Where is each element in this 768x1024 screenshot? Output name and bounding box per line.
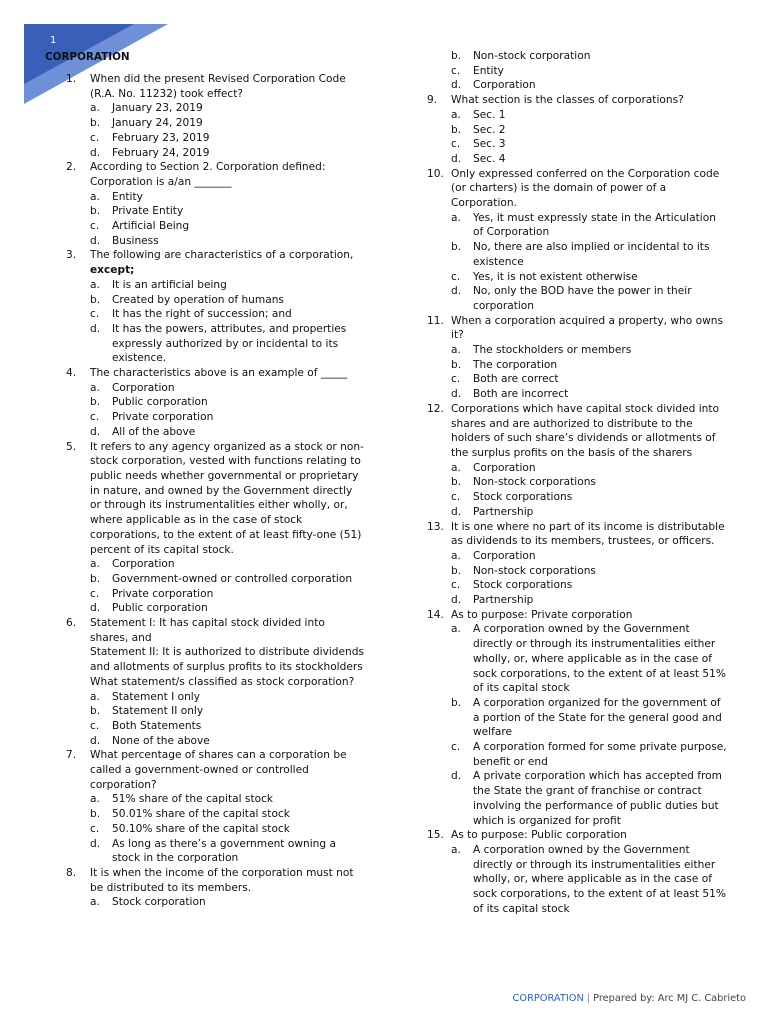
option-text: It has the right of succession; and bbox=[112, 308, 292, 321]
option-text: Artificial Being bbox=[112, 220, 190, 233]
option-letter: c. bbox=[451, 373, 461, 386]
option-letter: a. bbox=[451, 211, 461, 224]
option-text: January 24, 2019 bbox=[112, 117, 203, 130]
option-letter: b. bbox=[451, 476, 462, 489]
question-item bbox=[66, 160, 366, 189]
option-text: None of the above bbox=[112, 734, 210, 747]
option-text: February 23, 2019 bbox=[112, 131, 210, 144]
question-text bbox=[451, 608, 727, 623]
option-letter: d. bbox=[90, 146, 101, 159]
option-text: 50.01% share of the capital stock bbox=[112, 808, 290, 821]
answer-option bbox=[451, 137, 727, 152]
answer-option bbox=[90, 116, 366, 131]
answer-option bbox=[90, 381, 366, 396]
option-text: Private Entity bbox=[112, 205, 184, 218]
option-text: Public corporation bbox=[112, 396, 208, 409]
page-footer bbox=[513, 992, 746, 1007]
question-number: 4. bbox=[66, 367, 77, 380]
option-text: Sec. 3 bbox=[473, 138, 506, 151]
question-text bbox=[451, 93, 727, 108]
question-text bbox=[451, 167, 727, 211]
option-letter: c. bbox=[451, 491, 461, 504]
answer-option bbox=[451, 740, 727, 769]
option-text: Corporation bbox=[112, 558, 175, 571]
option-text: Sec. 1 bbox=[473, 108, 506, 121]
answer-option bbox=[451, 769, 727, 828]
answer-option bbox=[451, 211, 727, 240]
answer-option bbox=[90, 601, 366, 616]
option-text: The corporation bbox=[473, 358, 558, 371]
question-text-body: Statement I: It has capital stock divided into shares, and bbox=[90, 617, 325, 644]
option-text: A corporation owned by the Government directly or through its instrumentalities either wholly, or, where applicable as in the case of sock corporations, to the extent of at least 51% of its capital stock bbox=[473, 623, 726, 695]
option-letter: c. bbox=[90, 411, 100, 424]
question-emphasis: except; bbox=[90, 264, 135, 277]
answer-option bbox=[451, 593, 727, 608]
question-text: Statement II: It is authorized to distribute dividends and allotments of surplus profits to its stockholders bbox=[90, 646, 364, 674]
option-letter: c. bbox=[451, 270, 461, 283]
option-text: It is an artificial being bbox=[112, 278, 227, 291]
answer-option bbox=[90, 204, 366, 219]
answer-option bbox=[90, 190, 366, 205]
option-text: A private corporation which has accepted from the State the grant of franchise or contract involving the performance of public duties but which is organized for profit bbox=[473, 770, 722, 827]
option-letter: d. bbox=[451, 285, 462, 298]
answer-option bbox=[451, 461, 727, 476]
option-letter: b. bbox=[451, 696, 462, 709]
answer-option bbox=[451, 123, 727, 138]
option-text: Government-owned or controlled corporation bbox=[112, 572, 353, 585]
option-text: Sec. 2 bbox=[473, 123, 506, 136]
option-letter: a. bbox=[90, 896, 100, 909]
question-text-body: According to Section 2. Corporation defined: Corporation is a/an _______ bbox=[90, 161, 326, 188]
question-number: 5. bbox=[66, 440, 77, 453]
question-text-body: As to purpose: Private corporation bbox=[451, 608, 633, 621]
option-letter: a. bbox=[451, 344, 461, 357]
answer-option bbox=[90, 807, 366, 822]
answer-option bbox=[451, 578, 727, 593]
option-letter: d. bbox=[451, 152, 462, 165]
option-letter: a. bbox=[90, 381, 100, 394]
option-letter: b. bbox=[90, 705, 101, 718]
answer-option bbox=[451, 270, 727, 285]
question-number-spacer bbox=[66, 675, 90, 690]
question-text-body: It is one where no part of its income is distributable as dividends to its members, trustees, or officers. bbox=[451, 520, 725, 548]
question-text bbox=[90, 440, 366, 558]
answer-option bbox=[90, 557, 366, 572]
question-number: 9. bbox=[427, 94, 438, 107]
option-letter: c. bbox=[90, 131, 100, 144]
option-letter: a. bbox=[451, 549, 461, 562]
option-letter: a. bbox=[90, 558, 100, 571]
right-column bbox=[427, 49, 727, 916]
option-text: Entity bbox=[473, 64, 504, 77]
option-text: Stock corporation bbox=[112, 896, 206, 909]
question-item bbox=[427, 828, 727, 843]
answer-option bbox=[451, 240, 727, 269]
option-letter: c. bbox=[90, 220, 100, 233]
option-text: Yes, it must expressly state in the Articulation of Corporation bbox=[473, 211, 716, 239]
option-text: Private corporation bbox=[112, 411, 214, 424]
option-letter: c. bbox=[451, 138, 461, 151]
question-text-body: When did the present Revised Corporation Code (R.A. No. 11232) took effect? bbox=[90, 73, 346, 100]
option-text: As long as there’s a government owning a stock in the corporation bbox=[112, 837, 336, 865]
option-text: A corporation owned by the Government directly or through its instrumentalities either wholly, or, where applicable as in the case of sock corporations, to the extent of at least 51% of its capital stock bbox=[473, 843, 726, 915]
question-text: What statement/s classified as stock corporation? bbox=[90, 675, 355, 688]
answer-option bbox=[451, 843, 727, 917]
question-item bbox=[66, 748, 366, 792]
question-text bbox=[90, 866, 366, 895]
option-text: January 23, 2019 bbox=[112, 102, 203, 115]
question-number-spacer bbox=[66, 645, 90, 674]
question-number: 7. bbox=[66, 749, 77, 762]
question-text bbox=[90, 366, 366, 381]
option-letter: d. bbox=[451, 79, 462, 92]
option-letter: c. bbox=[90, 308, 100, 321]
option-letter: b. bbox=[451, 564, 462, 577]
question-item bbox=[427, 314, 727, 343]
option-text: Corporation bbox=[473, 549, 536, 562]
question-number: 10. bbox=[427, 167, 444, 180]
question-item bbox=[427, 167, 727, 211]
option-letter: b. bbox=[90, 572, 101, 585]
answer-option bbox=[90, 690, 366, 705]
option-text: Statement II only bbox=[112, 705, 204, 718]
option-letter: c. bbox=[90, 822, 100, 835]
question-text bbox=[90, 160, 366, 189]
answer-option bbox=[451, 49, 727, 64]
question-item bbox=[66, 248, 366, 277]
option-letter: a. bbox=[451, 843, 461, 856]
left-column bbox=[66, 72, 366, 910]
answer-option bbox=[90, 101, 366, 116]
answer-option bbox=[90, 322, 366, 366]
footer-separator: | bbox=[586, 993, 591, 1004]
option-text: Private corporation bbox=[112, 587, 214, 600]
question-text-body: It is when the income of the corporation must not be distributed to its members. bbox=[90, 866, 354, 894]
question-item bbox=[66, 866, 366, 895]
question-item bbox=[427, 608, 727, 623]
option-letter: c. bbox=[90, 719, 100, 732]
option-text: Partnership bbox=[473, 505, 534, 518]
option-text: A corporation formed for some private purpose, benefit or end bbox=[473, 741, 727, 768]
question-text bbox=[451, 828, 727, 843]
question-text bbox=[451, 402, 727, 461]
option-letter: d. bbox=[451, 770, 462, 783]
question-text bbox=[90, 248, 366, 277]
option-letter: d. bbox=[90, 425, 101, 438]
answer-option bbox=[90, 822, 366, 837]
option-text: Both are correct bbox=[473, 373, 559, 386]
answer-option bbox=[90, 395, 366, 410]
question-item bbox=[66, 440, 366, 558]
answer-option bbox=[90, 293, 366, 308]
option-text: Created by operation of humans bbox=[112, 293, 284, 306]
footer-credit: Prepared by: Arc MJ C. Cabrieto bbox=[593, 993, 746, 1004]
option-text: Partnership bbox=[473, 594, 534, 607]
answer-option bbox=[451, 475, 727, 490]
option-letter: d. bbox=[90, 322, 101, 335]
option-letter: a. bbox=[451, 461, 461, 474]
question-item bbox=[66, 72, 366, 101]
question-number: 2. bbox=[66, 161, 77, 174]
answer-option bbox=[90, 719, 366, 734]
option-letter: b. bbox=[90, 396, 101, 409]
answer-option bbox=[90, 734, 366, 749]
answer-option bbox=[451, 358, 727, 373]
option-text: Yes, it is not existent otherwise bbox=[473, 270, 638, 283]
answer-option bbox=[451, 696, 727, 740]
question-text bbox=[90, 748, 366, 792]
question-text bbox=[90, 616, 366, 645]
option-letter: c. bbox=[451, 579, 461, 592]
answer-option bbox=[90, 587, 366, 602]
answer-option bbox=[451, 152, 727, 167]
option-text: Both are incorrect bbox=[473, 388, 569, 401]
answer-option bbox=[451, 343, 727, 358]
option-letter: c. bbox=[451, 64, 461, 77]
answer-option bbox=[90, 278, 366, 293]
answer-option bbox=[451, 108, 727, 123]
question-item bbox=[66, 616, 366, 645]
answer-option bbox=[90, 837, 366, 866]
option-text: Corporation bbox=[473, 79, 536, 92]
question-text bbox=[451, 314, 727, 343]
page-number: 1 bbox=[50, 35, 57, 46]
option-text: Public corporation bbox=[112, 602, 208, 615]
option-text: No, only the BOD have the power in their corporation bbox=[473, 285, 692, 312]
option-text: Non-stock corporations bbox=[473, 564, 596, 577]
question-text bbox=[90, 72, 366, 101]
option-letter: b. bbox=[451, 358, 462, 371]
question-text-body: As to purpose: Public corporation bbox=[451, 829, 627, 842]
question-text-body: When a corporation acquired a property, who owns it? bbox=[451, 314, 724, 342]
answer-option bbox=[90, 792, 366, 807]
answer-option bbox=[451, 64, 727, 79]
answer-option bbox=[451, 490, 727, 505]
answer-option bbox=[90, 895, 366, 910]
option-letter: d. bbox=[90, 837, 101, 850]
question-number: 3. bbox=[66, 249, 77, 262]
option-text: Business bbox=[112, 234, 159, 247]
option-letter: a. bbox=[451, 108, 461, 121]
answer-option bbox=[451, 564, 727, 579]
answer-option bbox=[451, 505, 727, 520]
answer-option bbox=[90, 219, 366, 234]
answer-option bbox=[90, 146, 366, 161]
question-number: 13. bbox=[427, 520, 444, 533]
option-text: Stock corporations bbox=[473, 491, 573, 504]
answer-option bbox=[451, 78, 727, 93]
option-letter: a. bbox=[90, 793, 100, 806]
question-number: 6. bbox=[66, 617, 77, 630]
option-letter: d. bbox=[90, 602, 101, 615]
option-text: Stock corporations bbox=[473, 579, 573, 592]
question-number: 14. bbox=[427, 608, 444, 621]
question-text-body: Corporations which have capital stock divided into shares and are authorized to distribute to the holders of such share’s dividends or allotments of the surplus profits on the basis of the sharers bbox=[451, 402, 719, 459]
answer-option bbox=[90, 307, 366, 322]
option-letter: c. bbox=[90, 587, 100, 600]
answer-option bbox=[451, 372, 727, 387]
question-number: 11. bbox=[427, 314, 444, 327]
option-letter: a. bbox=[90, 190, 100, 203]
option-letter: b. bbox=[90, 205, 101, 218]
question-number: 12. bbox=[427, 402, 444, 415]
option-text: Corporation bbox=[473, 461, 536, 474]
answer-option bbox=[90, 704, 366, 719]
option-letter: d. bbox=[451, 594, 462, 607]
option-letter: d. bbox=[90, 234, 101, 247]
option-letter: c. bbox=[451, 741, 461, 754]
question-text-body: The characteristics above is an example of _____ bbox=[90, 367, 348, 380]
option-text: Both Statements bbox=[112, 719, 202, 732]
option-letter: b. bbox=[90, 293, 101, 306]
answer-option bbox=[451, 549, 727, 564]
question-text-body: Only expressed conferred on the Corporation code (or charters) is the domain of power of a Corporation. bbox=[451, 167, 720, 210]
answer-option bbox=[90, 234, 366, 249]
option-text: No, there are also implied or incidental to its existence bbox=[473, 241, 710, 268]
option-text: A corporation organized for the government of a portion of the State for the general good and welfare bbox=[473, 696, 722, 739]
answer-option bbox=[90, 410, 366, 425]
question-number: 8. bbox=[66, 866, 77, 879]
question-item bbox=[427, 93, 727, 108]
option-text: It has the powers, attributes, and properties expressly authorized by or incidental to its existence. bbox=[112, 322, 347, 365]
question-item bbox=[427, 520, 727, 549]
option-letter: b. bbox=[90, 808, 101, 821]
option-text: Statement I only bbox=[112, 690, 201, 703]
question-continuation bbox=[66, 645, 366, 674]
footer-label: CORPORATION bbox=[512, 993, 584, 1004]
option-text: 51% share of the capital stock bbox=[112, 793, 274, 806]
option-letter: d. bbox=[451, 388, 462, 401]
option-letter: d. bbox=[451, 505, 462, 518]
answer-option bbox=[451, 622, 727, 696]
option-letter: a. bbox=[90, 690, 100, 703]
option-text: Non-stock corporations bbox=[473, 476, 596, 489]
question-item bbox=[427, 402, 727, 461]
option-letter: a. bbox=[451, 623, 461, 636]
answer-option bbox=[451, 284, 727, 313]
question-text-body: It refers to any agency organized as a stock or non-stock corporation, vested with functions relating to public needs whether governmental or proprietary in nature, and owned by the Government directly or through its instrumentalities either wholly, or, where applicable as in the case of stock corporations, to the extent of at least fifty-one (51) percent of its capital stock. bbox=[90, 440, 364, 556]
answer-option bbox=[90, 131, 366, 146]
question-text-body: What percentage of shares can a corporation be called a government-owned or controlled corporation? bbox=[90, 749, 347, 791]
option-text: Non-stock corporation bbox=[473, 50, 591, 62]
option-text: The stockholders or members bbox=[473, 344, 632, 357]
question-item bbox=[66, 366, 366, 381]
option-text: Corporation bbox=[112, 381, 175, 394]
option-letter: a. bbox=[90, 102, 100, 115]
option-letter: b. bbox=[451, 241, 462, 254]
option-letter: b. bbox=[90, 117, 101, 130]
option-text: All of the above bbox=[112, 425, 196, 438]
answer-option bbox=[90, 425, 366, 440]
question-number: 1. bbox=[66, 73, 77, 85]
question-text bbox=[451, 520, 727, 549]
document-title: CORPORATION bbox=[45, 51, 130, 63]
option-letter: d. bbox=[90, 734, 101, 747]
question-text-body: The following are characteristics of a corporation, bbox=[90, 249, 354, 262]
option-text: Entity bbox=[112, 190, 143, 203]
question-continuation bbox=[66, 675, 366, 690]
answer-option bbox=[451, 387, 727, 402]
option-text: Sec. 4 bbox=[473, 152, 506, 165]
answer-option bbox=[90, 572, 366, 587]
option-letter: a. bbox=[90, 278, 100, 291]
option-text: 50.10% share of the capital stock bbox=[112, 822, 290, 835]
option-text: February 24, 2019 bbox=[112, 146, 210, 159]
option-letter: b. bbox=[451, 50, 462, 62]
question-text-body: What section is the classes of corporations? bbox=[451, 94, 684, 107]
option-letter: b. bbox=[451, 123, 462, 136]
question-number: 15. bbox=[427, 829, 444, 842]
